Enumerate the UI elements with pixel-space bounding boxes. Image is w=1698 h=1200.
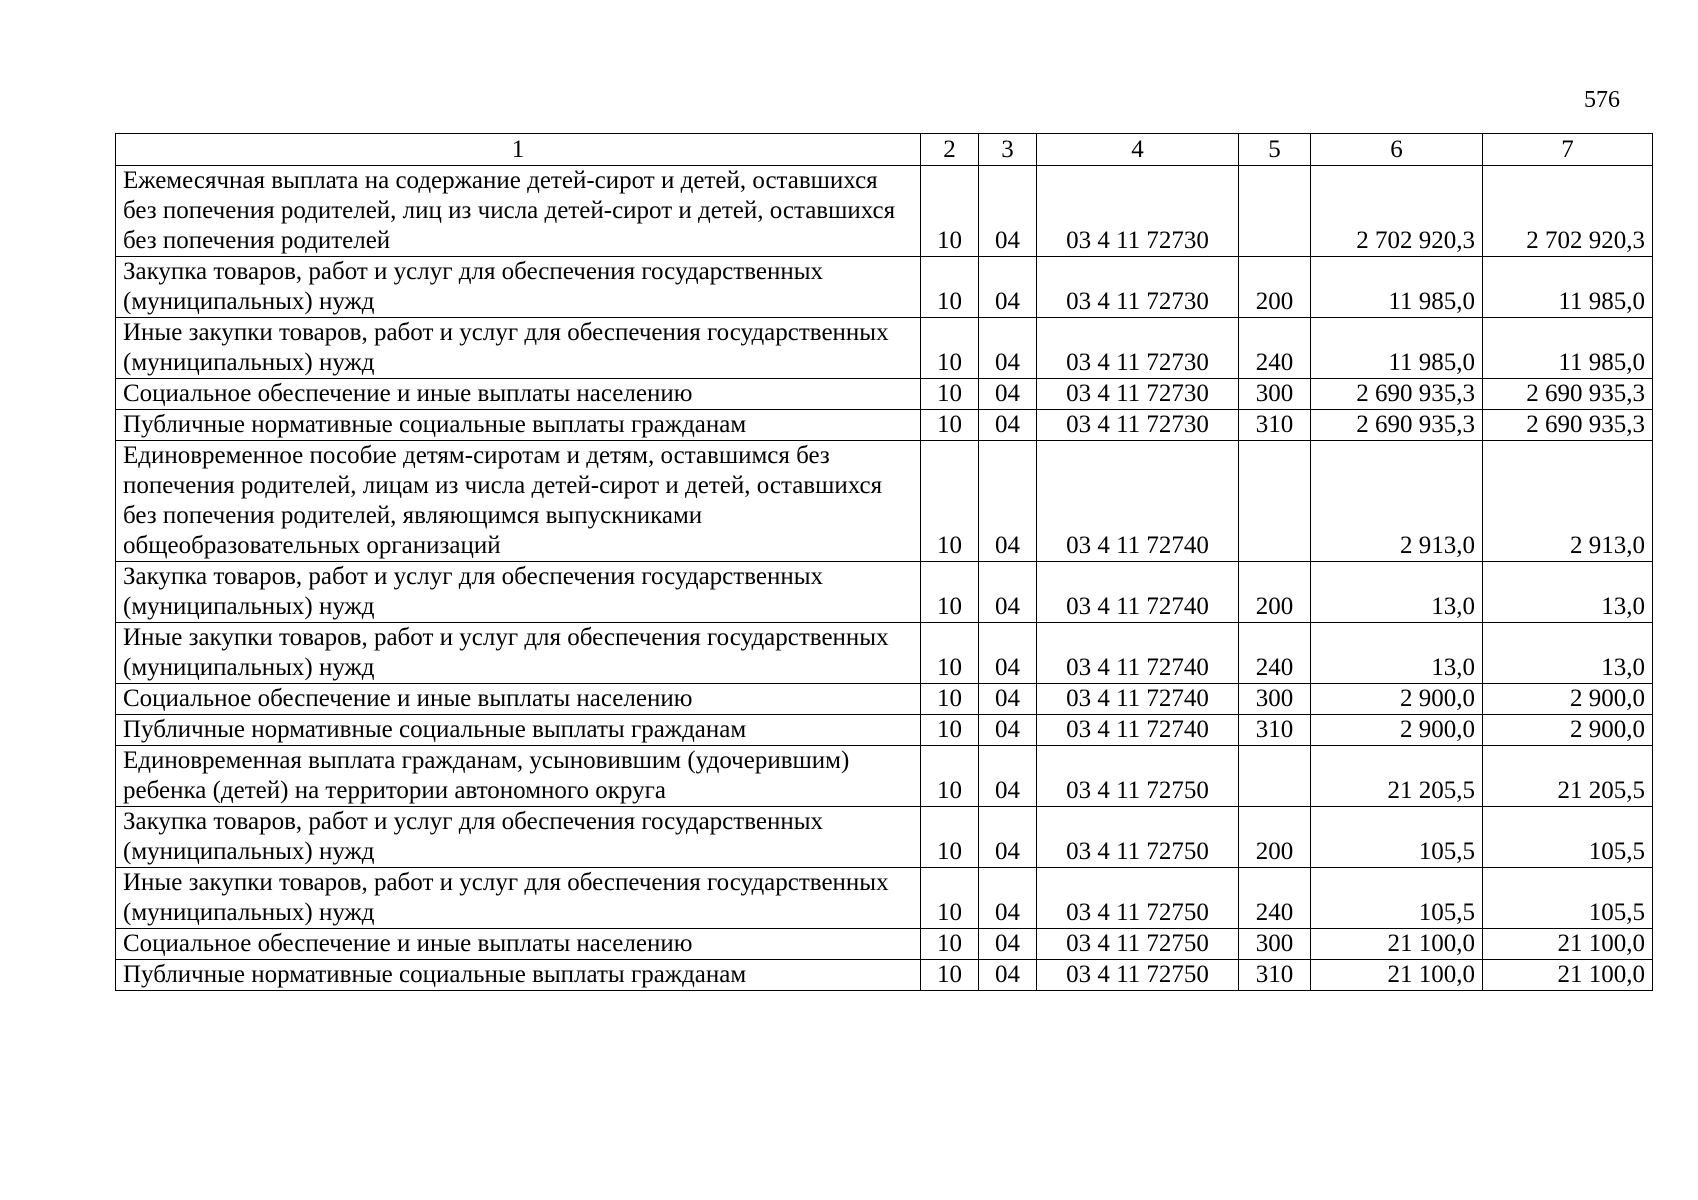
subsection-code-cell: 04 — [979, 623, 1037, 684]
subsection-code-cell: 04 — [979, 929, 1037, 960]
section-code-cell: 10 — [921, 929, 979, 960]
subsection-code-cell: 04 — [979, 960, 1037, 991]
amount-2-cell: 2 702 920,3 — [1483, 166, 1653, 257]
section-code-cell: 10 — [921, 684, 979, 715]
budget-table — [115, 133, 1653, 991]
amount-1-cell: 11 985,0 — [1311, 257, 1483, 318]
expense-type-cell — [1239, 441, 1311, 562]
amount-1-cell: 2 900,0 — [1311, 684, 1483, 715]
header-cell-4: 4 — [1037, 134, 1239, 166]
table-row — [116, 746, 1653, 807]
page-number: 576 — [1584, 87, 1620, 113]
row-name-cell: Иные закупки товаров, работ и услуг для обеспечения государственных (муниципальных) нужд — [116, 318, 921, 379]
amount-2-cell: 21 205,5 — [1483, 746, 1653, 807]
expense-type-cell: 300 — [1239, 379, 1311, 410]
subsection-code-cell: 04 — [979, 868, 1037, 929]
subsection-code-cell: 04 — [979, 441, 1037, 562]
table-row — [116, 807, 1653, 868]
amount-2-cell: 105,5 — [1483, 868, 1653, 929]
header-cell-1: 1 — [116, 134, 921, 166]
header-cell-3: 3 — [979, 134, 1037, 166]
header-cell-5: 5 — [1239, 134, 1311, 166]
subsection-code-cell: 04 — [979, 166, 1037, 257]
section-code-cell: 10 — [921, 318, 979, 379]
amount-1-cell: 2 702 920,3 — [1311, 166, 1483, 257]
expense-type-cell: 300 — [1239, 929, 1311, 960]
amount-2-cell: 13,0 — [1483, 623, 1653, 684]
amount-2-cell: 2 900,0 — [1483, 684, 1653, 715]
table-row — [116, 715, 1653, 746]
subsection-code-cell: 04 — [979, 715, 1037, 746]
subsection-code-cell: 04 — [979, 379, 1037, 410]
section-code-cell: 10 — [921, 746, 979, 807]
row-name-cell: Иные закупки товаров, работ и услуг для обеспечения государственных (муниципальных) нужд — [116, 868, 921, 929]
target-article-cell: 03 4 11 72750 — [1037, 746, 1239, 807]
header-cell-2: 2 — [921, 134, 979, 166]
section-code-cell: 10 — [921, 715, 979, 746]
amount-1-cell: 2 690 935,3 — [1311, 410, 1483, 441]
row-name-cell: Публичные нормативные социальные выплаты гражданам — [116, 410, 921, 441]
expense-type-cell: 310 — [1239, 410, 1311, 441]
amount-2-cell: 21 100,0 — [1483, 960, 1653, 991]
amount-2-cell: 11 985,0 — [1483, 318, 1653, 379]
subsection-code-cell: 04 — [979, 684, 1037, 715]
expense-type-cell: 310 — [1239, 715, 1311, 746]
amount-1-cell: 13,0 — [1311, 623, 1483, 684]
amount-2-cell: 2 913,0 — [1483, 441, 1653, 562]
section-code-cell: 10 — [921, 441, 979, 562]
expense-type-cell: 310 — [1239, 960, 1311, 991]
amount-1-cell: 2 690 935,3 — [1311, 379, 1483, 410]
row-name-cell: Ежемесячная выплата на содержание детей-сирот и детей, оставшихся без попечения родителей, лиц из числа детей-сирот и детей, оставшихся без попечения родителей — [116, 166, 921, 257]
expense-type-cell — [1239, 746, 1311, 807]
target-article-cell: 03 4 11 72740 — [1037, 715, 1239, 746]
expense-type-cell: 200 — [1239, 257, 1311, 318]
target-article-cell: 03 4 11 72750 — [1037, 868, 1239, 929]
target-article-cell: 03 4 11 72750 — [1037, 807, 1239, 868]
row-name-cell: Единовременная выплата гражданам, усыновившим (удочерившим) ребенка (детей) на территории автономного округа — [116, 746, 921, 807]
target-article-cell: 03 4 11 72730 — [1037, 318, 1239, 379]
row-name-cell: Единовременное пособие детям-сиротам и детям, оставшимся без попечения родителей, лицам из числа детей-сирот и детей, оставшихся без попечения родителей, являющимся выпускниками общеобразовательных организаций — [116, 441, 921, 562]
row-name-cell: Публичные нормативные социальные выплаты гражданам — [116, 715, 921, 746]
amount-2-cell: 13,0 — [1483, 562, 1653, 623]
amount-1-cell: 21 205,5 — [1311, 746, 1483, 807]
section-code-cell: 10 — [921, 960, 979, 991]
table-row — [116, 562, 1653, 623]
row-name-cell: Закупка товаров, работ и услуг для обеспечения государственных (муниципальных) нужд — [116, 257, 921, 318]
expense-type-cell: 300 — [1239, 684, 1311, 715]
table-row — [116, 684, 1653, 715]
row-name-cell: Публичные нормативные социальные выплаты гражданам — [116, 960, 921, 991]
target-article-cell: 03 4 11 72730 — [1037, 410, 1239, 441]
table-row — [116, 441, 1653, 562]
subsection-code-cell: 04 — [979, 746, 1037, 807]
target-article-cell: 03 4 11 72730 — [1037, 257, 1239, 318]
target-article-cell: 03 4 11 72730 — [1037, 166, 1239, 257]
section-code-cell: 10 — [921, 562, 979, 623]
table-row — [116, 166, 1653, 257]
row-name-cell: Социальное обеспечение и иные выплаты населению — [116, 684, 921, 715]
table-row — [116, 257, 1653, 318]
table-row — [116, 379, 1653, 410]
amount-2-cell: 2 690 935,3 — [1483, 410, 1653, 441]
header-row — [116, 134, 1653, 166]
row-name-cell: Закупка товаров, работ и услуг для обеспечения государственных (муниципальных) нужд — [116, 807, 921, 868]
section-code-cell: 10 — [921, 410, 979, 441]
section-code-cell: 10 — [921, 257, 979, 318]
row-name-cell: Социальное обеспечение и иные выплаты населению — [116, 929, 921, 960]
amount-1-cell: 21 100,0 — [1311, 929, 1483, 960]
amount-1-cell: 105,5 — [1311, 868, 1483, 929]
table-row — [116, 410, 1653, 441]
section-code-cell: 10 — [921, 166, 979, 257]
subsection-code-cell: 04 — [979, 562, 1037, 623]
subsection-code-cell: 04 — [979, 410, 1037, 441]
amount-2-cell: 11 985,0 — [1483, 257, 1653, 318]
subsection-code-cell: 04 — [979, 257, 1037, 318]
amount-1-cell: 2 900,0 — [1311, 715, 1483, 746]
expense-type-cell: 240 — [1239, 623, 1311, 684]
target-article-cell: 03 4 11 72740 — [1037, 623, 1239, 684]
expense-type-cell: 240 — [1239, 868, 1311, 929]
table-body — [116, 166, 1653, 991]
amount-1-cell: 2 913,0 — [1311, 441, 1483, 562]
target-article-cell: 03 4 11 72730 — [1037, 379, 1239, 410]
row-name-cell: Закупка товаров, работ и услуг для обеспечения государственных (муниципальных) нужд — [116, 562, 921, 623]
table-row — [116, 960, 1653, 991]
amount-2-cell: 105,5 — [1483, 807, 1653, 868]
expense-type-cell: 240 — [1239, 318, 1311, 379]
amount-1-cell: 11 985,0 — [1311, 318, 1483, 379]
row-name-cell: Социальное обеспечение и иные выплаты населению — [116, 379, 921, 410]
header-cell-6: 6 — [1311, 134, 1483, 166]
amount-2-cell: 21 100,0 — [1483, 929, 1653, 960]
target-article-cell: 03 4 11 72750 — [1037, 929, 1239, 960]
table-row — [116, 623, 1653, 684]
target-article-cell: 03 4 11 72750 — [1037, 960, 1239, 991]
section-code-cell: 10 — [921, 379, 979, 410]
section-code-cell: 10 — [921, 623, 979, 684]
target-article-cell: 03 4 11 72740 — [1037, 441, 1239, 562]
expense-type-cell: 200 — [1239, 807, 1311, 868]
expense-type-cell — [1239, 166, 1311, 257]
row-name-cell: Иные закупки товаров, работ и услуг для обеспечения государственных (муниципальных) нужд — [116, 623, 921, 684]
target-article-cell: 03 4 11 72740 — [1037, 684, 1239, 715]
target-article-cell: 03 4 11 72740 — [1037, 562, 1239, 623]
expense-type-cell: 200 — [1239, 562, 1311, 623]
subsection-code-cell: 04 — [979, 318, 1037, 379]
subsection-code-cell: 04 — [979, 807, 1037, 868]
amount-1-cell: 21 100,0 — [1311, 960, 1483, 991]
header-cell-7: 7 — [1483, 134, 1653, 166]
amount-2-cell: 2 900,0 — [1483, 715, 1653, 746]
section-code-cell: 10 — [921, 868, 979, 929]
table-row — [116, 318, 1653, 379]
table-row — [116, 929, 1653, 960]
section-code-cell: 10 — [921, 807, 979, 868]
amount-1-cell: 105,5 — [1311, 807, 1483, 868]
table-row — [116, 868, 1653, 929]
amount-1-cell: 13,0 — [1311, 562, 1483, 623]
amount-2-cell: 2 690 935,3 — [1483, 379, 1653, 410]
